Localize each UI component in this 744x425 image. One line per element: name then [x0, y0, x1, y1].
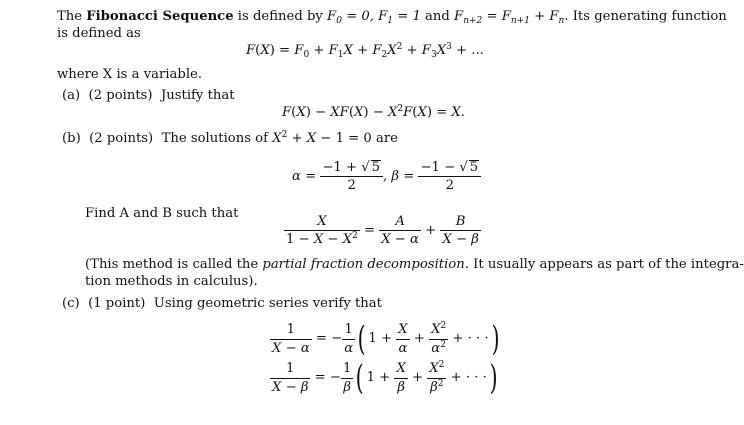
- eq-part-a: $F(X) - XF(X) - X^2F(X) = X$.: [282, 104, 465, 120]
- intro-line-1: The Fibonacci Sequence is defined by $F_0 = 0$, $F_1 = 1$ and $F_{n+2} = F_{n+1} + F_n$. Its generating function: [57, 9, 727, 26]
- note-line-2: tion methods in calculus).: [85, 274, 258, 289]
- eq-partial-fractions: $\frac{X}{1 - X - X^2}$ = $\frac{A}{X - \alpha}$ + $\frac{B}{X - \beta}$: [286, 214, 479, 248]
- eq-generating-function: $F(X) = F_0 + F_1X + F_2X^2 + F_3X^3$ + ...: [246, 42, 484, 60]
- eq-series-alpha: $\frac{1}{X - \alpha}$ = − $\frac{1}{\alpha}$ ( 1 + $\frac{X}{\alpha}$ + $\frac{X^2}{\alpha^2}$ + · · ·): [272, 319, 500, 359]
- eq-roots: α = $\frac{-1 + √ 5}{2}$ , β = $\frac{-1 - √ 5}{2}$: [292, 160, 481, 192]
- term-fibonacci: Fibonacci Sequence: [86, 9, 234, 24]
- find-a-b-text: Find A and B such that: [85, 206, 239, 221]
- part-b-line: (b) (2 points) The solutions of $X^2 + X - 1 = 0$ are: [62, 130, 398, 146]
- eq-series-beta: $\frac{1}{X - \beta}$ = − $\frac{1}{\beta}$ ( 1 + $\frac{X}{\beta}$ + $\frac{X^2}{\beta^2}$ + · · ·): [272, 358, 498, 398]
- part-a-line: (a) (2 points) Justify that: [62, 88, 235, 103]
- part-c-line: (c) (1 point) Using geometric series verify that: [62, 296, 382, 311]
- eq-initial-conditions: $F_0 = 0$, $F_1 = 1$: [327, 9, 421, 26]
- where-text: where X is a variable.: [57, 67, 203, 82]
- intro-line-2: is defined as: [57, 26, 141, 41]
- eq-recurrence: $F_{n+2} = F_{n+1} + F_n$: [454, 9, 565, 26]
- note-line-1: (This method is called the partial fraction decomposition. It usually appears as part of the integra-: [85, 257, 744, 272]
